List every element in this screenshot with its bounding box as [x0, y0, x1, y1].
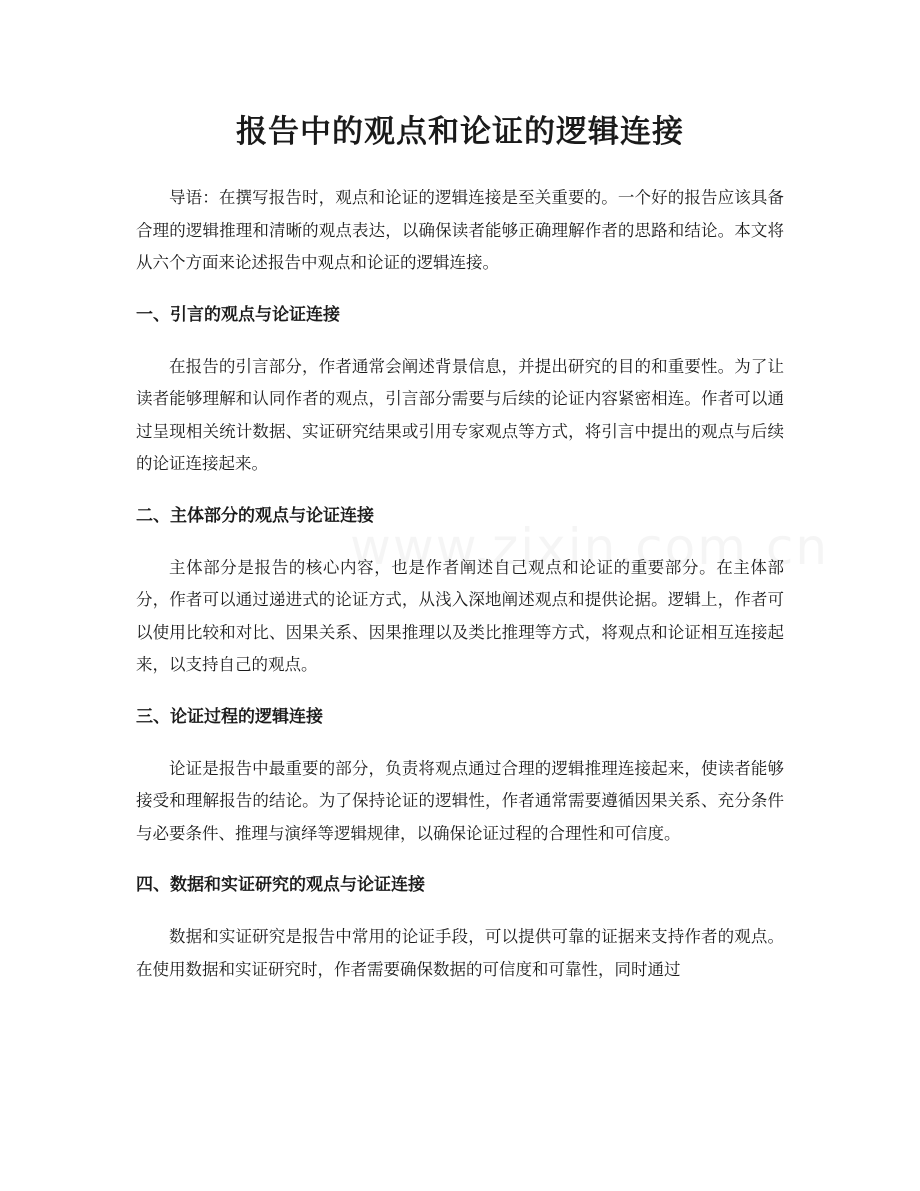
- section-paragraph-3: 论证是报告中最重要的部分，负责将观点通过合理的逻辑推理连接起来，使读者能够接受和理解报告的结论。为了保持论证的逻辑性，作者通常需要遵循因果关系、充分条件与必要条件、推理与演绎等逻辑规律，以确保论证过程的合理性和可信度。: [136, 758, 784, 843]
- document-body: [136, 182, 784, 986]
- section-heading-4: 四、数据和实证研究的观点与论证连接: [136, 875, 425, 895]
- document-title: 报告中的观点和论证的逻辑连接: [236, 114, 684, 150]
- section-heading-2: 二、主体部分的观点与论证连接: [136, 505, 374, 526]
- section-paragraph-2: 主体部分是报告的核心内容，也是作者阐述自己观点和论证的重要部分。在主体部分，作者可以通过递进式的论证方式，从浅入深地阐述观点和提供论据。逻辑上，作者可以使用比较和对比、因果关系、因果推理以及类比推理等方式，将观点和论证相互连接起来，以支持自己的观点。: [136, 557, 784, 674]
- section-paragraph-1: 在报告的引言部分，作者通常会阐述背景信息，并提出研究的目的和重要性。为了让读者能够理解和认同作者的观点，引言部分需要与后续的论证内容紧密相连。作者可以通过呈现相关统计数据、实证研究结果或引用专家观点等方式，将引言中提出的观点与后续的论证连接起来。: [136, 356, 784, 473]
- intro-paragraph: 导语：在撰写报告时，观点和论证的逻辑连接是至关重要的。一个好的报告应该具备合理的逻辑推理和清晰的观点表达，以确保读者能够正确理解作者的思路和结论。本文将从六个方面来论述报告中观点和论证的逻辑连接。: [136, 188, 784, 272]
- section-heading-3: 三、论证过程的逻辑连接: [136, 706, 323, 727]
- section-heading-1: 一、引言的观点与论证连接: [136, 304, 340, 325]
- section-paragraph-4: 数据和实证研究是报告中常用的论证手段，可以提供可靠的证据来支持作者的观点。在使用数据和实证研究时，作者需要确保数据的可信度和可靠性，同时通过: [136, 927, 784, 979]
